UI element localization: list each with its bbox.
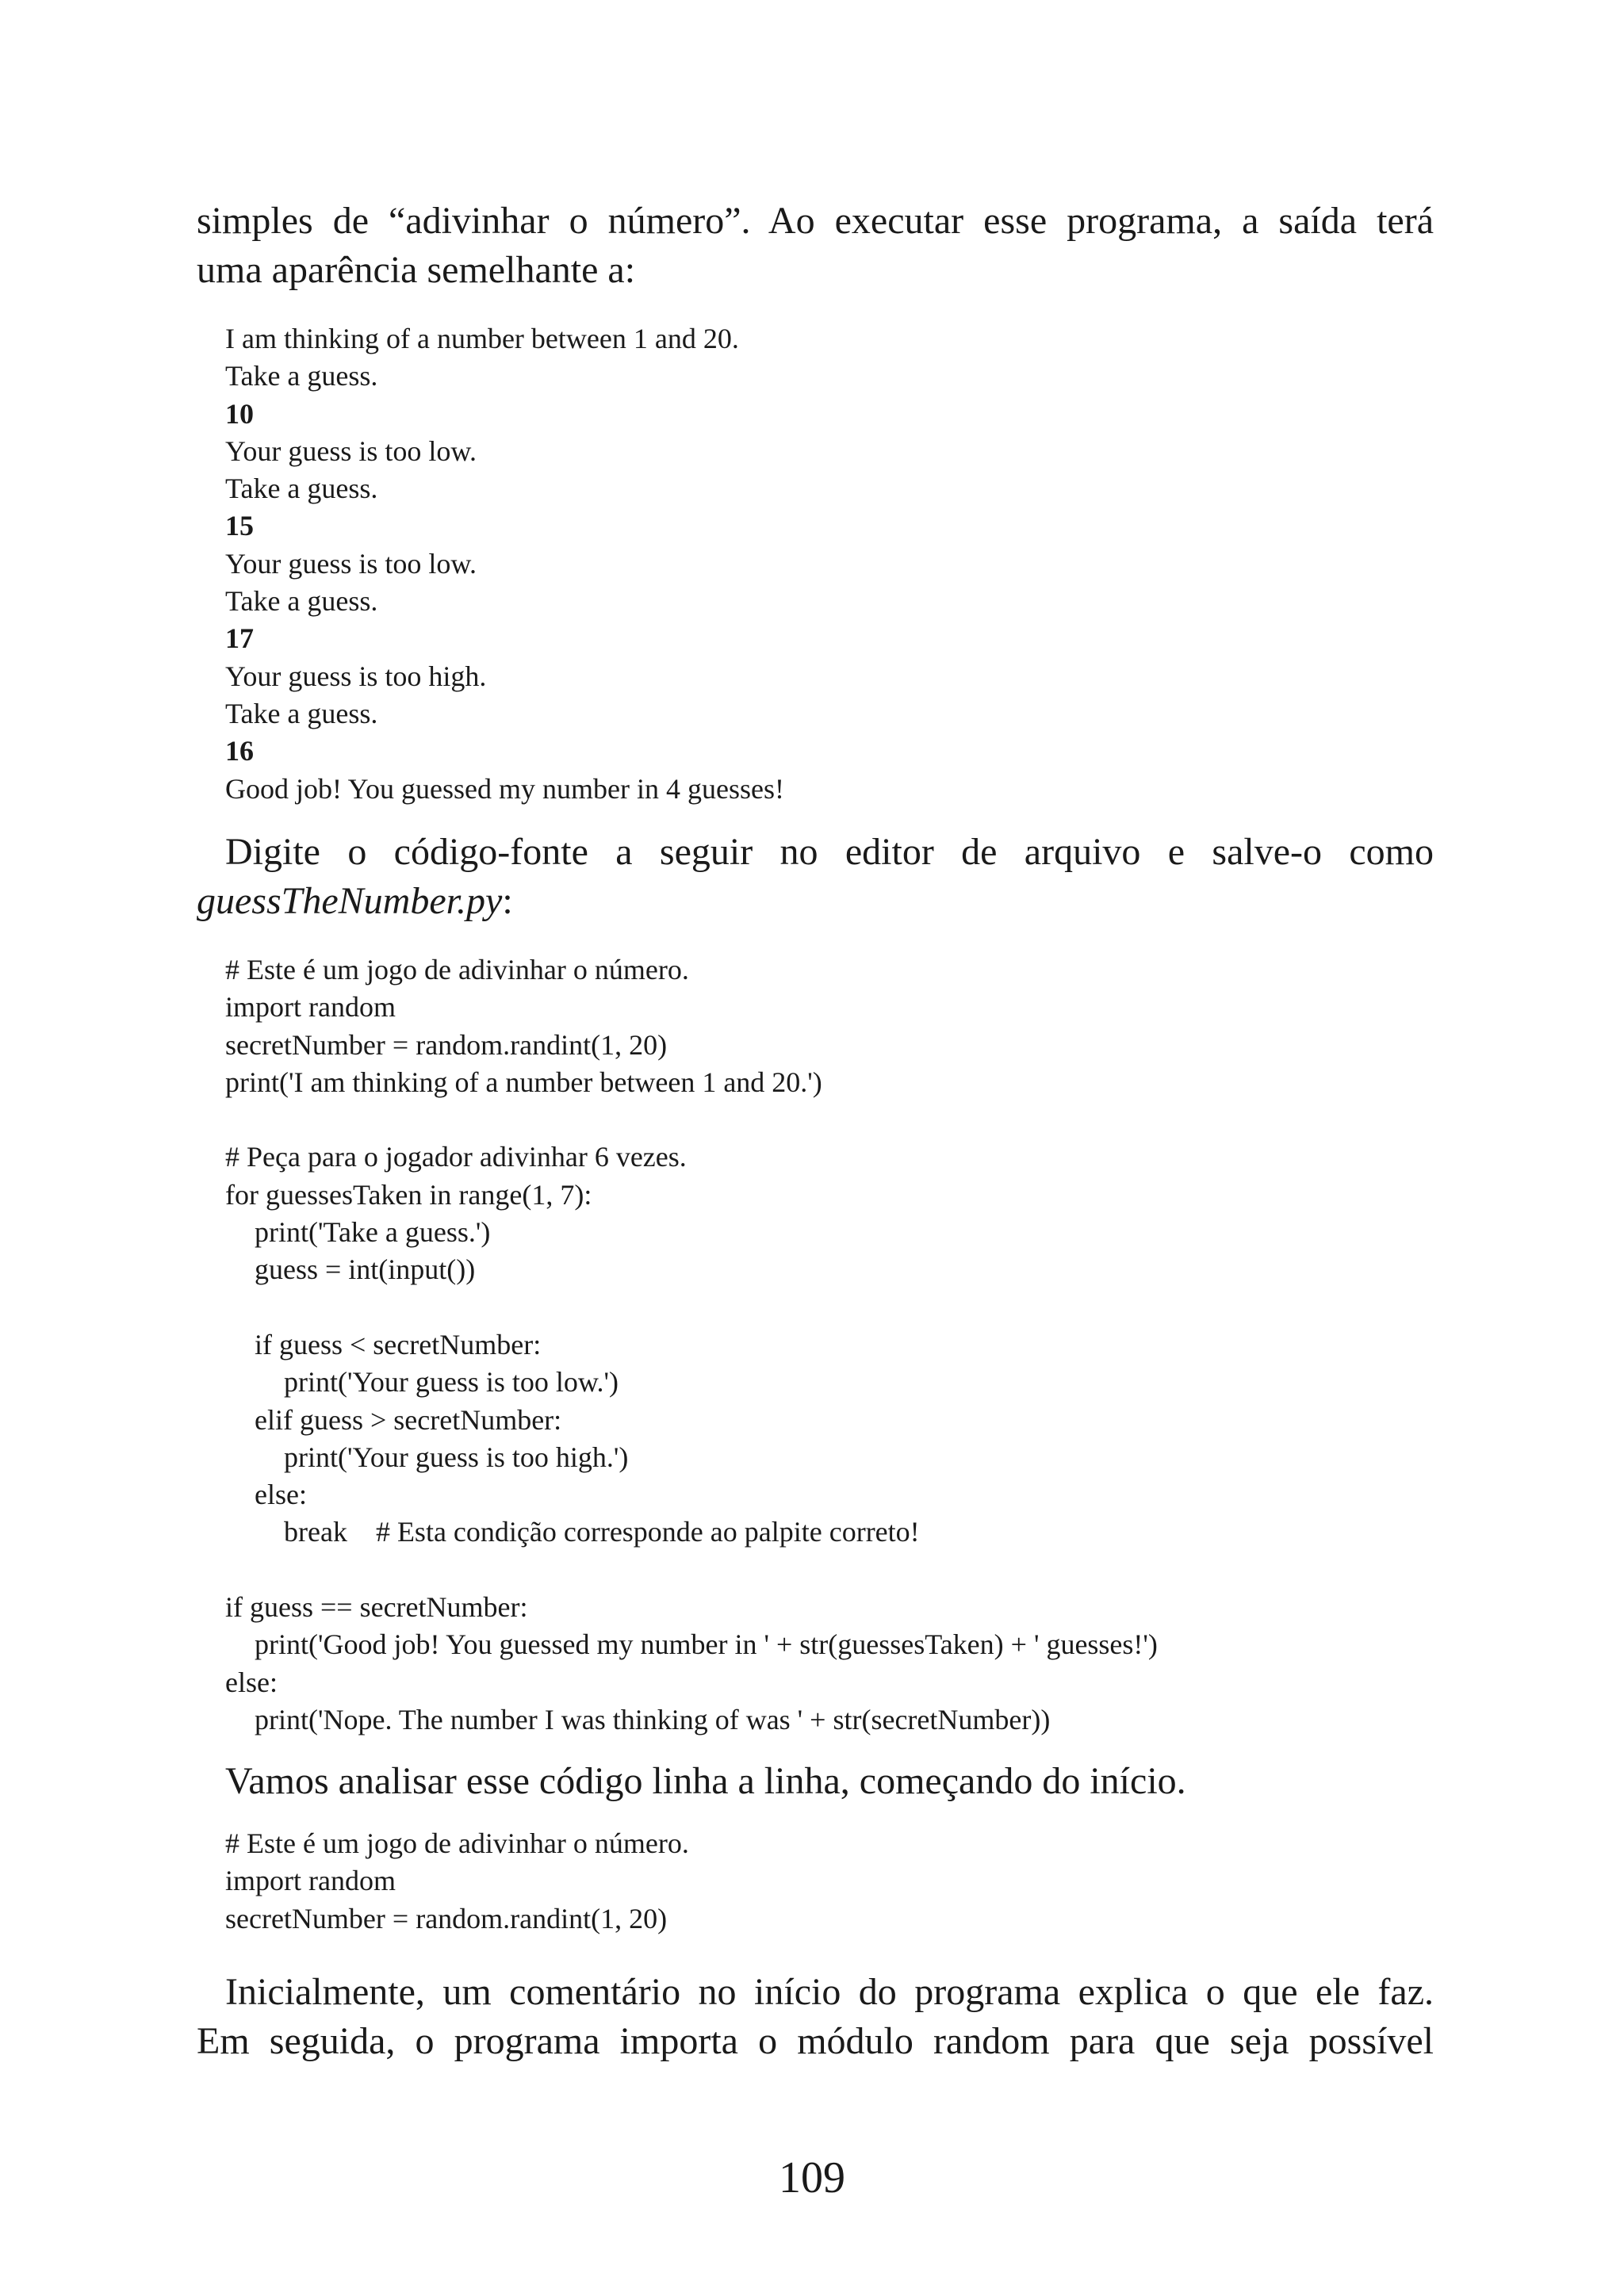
code-line: import random [225, 1865, 396, 1897]
code-line: Your guess is too low. [225, 547, 477, 580]
code-line: else: [225, 1666, 278, 1698]
paragraph-line: Em seguida, o programa importa o módulo random para que seja possível [197, 2020, 1434, 2062]
code-line: Your guess is too high. [225, 660, 487, 692]
paragraph-line: simples de “adivinhar o número”. Ao executar esse programa, a saída terá [197, 200, 1434, 242]
code-line: else: [255, 1479, 307, 1511]
paragraph-explanation [197, 1968, 1434, 2066]
paragraph-instructions [197, 828, 1434, 926]
paragraph-line: uma aparência semelhante a: [197, 249, 636, 291]
code-line: if guess == secretNumber: [225, 1591, 528, 1624]
code-line: elif guess > secretNumber: [255, 1403, 562, 1436]
code-line: if guess < secretNumber: [255, 1328, 542, 1360]
code-line: I am thinking of a number between 1 and 20. [225, 323, 739, 354]
code-line: 17 [225, 622, 254, 655]
page-number: 109 [779, 2153, 845, 2202]
filename: guessTheNumber.py [197, 880, 503, 922]
paragraph-line [197, 828, 1434, 877]
code-line: for guessesTaken in range(1, 7): [225, 1178, 592, 1211]
code-line: print('Nope. The number I was thinking of was ' + str(secretNumber)) [255, 1703, 1051, 1735]
code-line: 15 [225, 510, 254, 542]
code-line: 16 [225, 735, 254, 767]
code-line: print('I am thinking of a number between 1 and 20.') [225, 1066, 822, 1098]
code-line: Take a guess. [225, 585, 378, 618]
program-output-block [225, 320, 784, 808]
paragraph-line-text: Digite o código-fonte a seguir no editor de arquivo e salve-o como [225, 831, 1434, 873]
paragraph-intro [197, 197, 1434, 295]
paragraph-line [197, 1968, 1434, 2017]
punctuation: : [502, 880, 513, 922]
code-line: import random [225, 991, 396, 1024]
code-line: secretNumber = random.randint(1, 20) [225, 1028, 668, 1061]
code-line: 10 [225, 397, 254, 430]
code-line: # Este é um jogo de adivinhar o número. [225, 954, 689, 985]
code-line: Take a guess. [225, 360, 378, 392]
code-line [225, 1101, 1158, 1138]
code-line: # Este é um jogo de adivinhar o número. [225, 1827, 689, 1859]
code-line: print('Your guess is too high.') [284, 1441, 629, 1473]
code-line: Take a guess. [225, 473, 378, 505]
code-line: guess = int(input()) [255, 1253, 476, 1286]
code-line: Take a guess. [225, 697, 378, 729]
code-line: Good job! You guessed my number in 4 guesses! [225, 772, 784, 805]
code-line: # Peça para o jogador adivinhar 6 vezes. [225, 1141, 687, 1173]
code-line: print('Take a guess.') [255, 1216, 491, 1249]
code-line: print('Good job! You guessed my number in ' + str(guessesTaken) + ' guesses!') [255, 1628, 1158, 1661]
paragraph-line [197, 877, 1434, 926]
code-line: Your guess is too low. [225, 434, 477, 467]
source-code-block [225, 951, 1158, 1739]
code-line: break # Esta condição corresponde ao palpite correto! [284, 1516, 920, 1548]
code-line [225, 1552, 1158, 1589]
source-code-excerpt [225, 1825, 689, 1938]
code-line: print('Your guess is too low.') [284, 1366, 619, 1399]
code-line [225, 1289, 1158, 1326]
paragraph-analysis: Vamos analisar esse código linha a linha, começando do início. [225, 1760, 1186, 1802]
paragraph-line-text: Inicialmente, um comentário no início do programa explica o que ele faz. [225, 1971, 1434, 2013]
code-line: secretNumber = random.randint(1, 20) [225, 1902, 668, 1934]
